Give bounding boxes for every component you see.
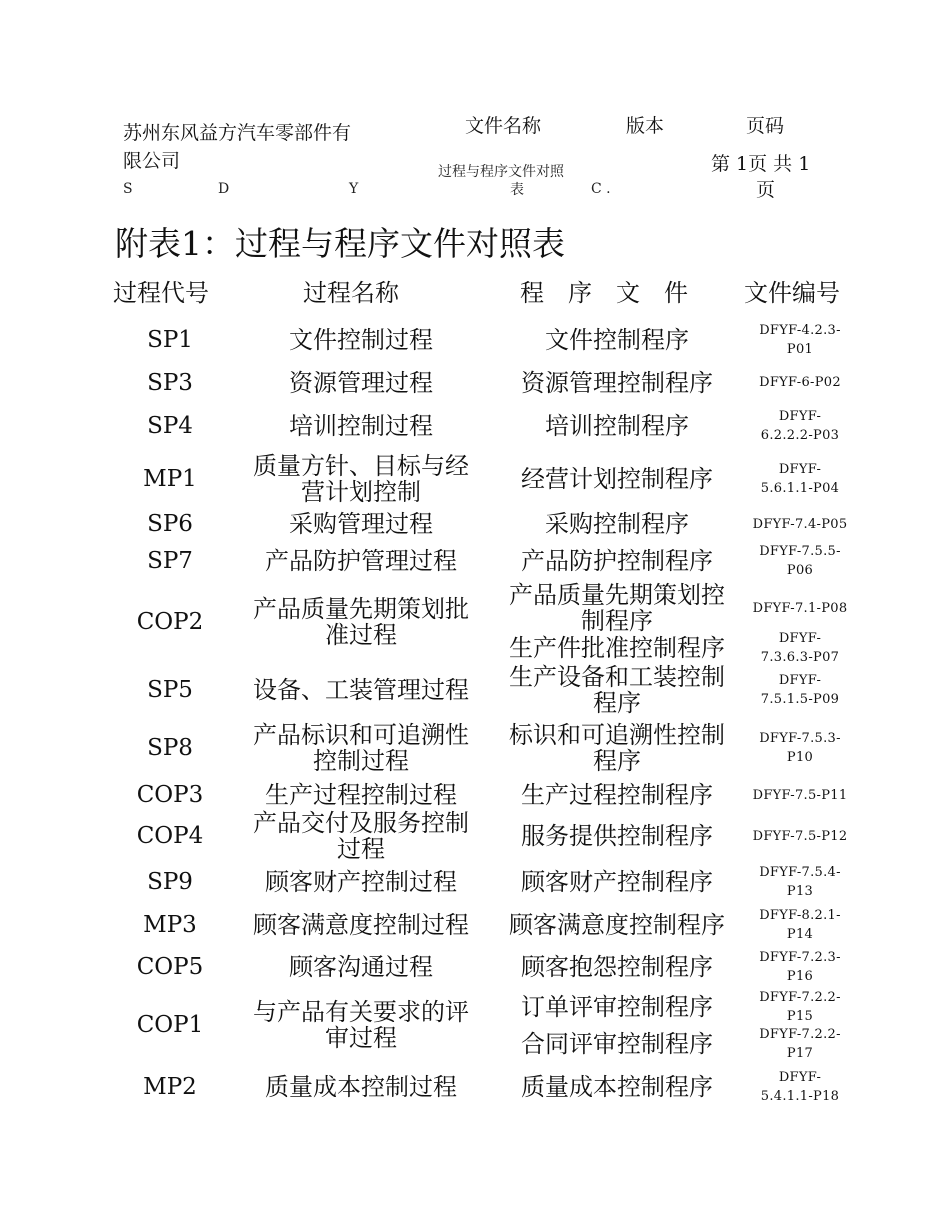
doc-number-cell-line: DFYF-7.2.3- — [759, 950, 841, 965]
page-title: 附表1：过程与程序文件对照表 — [115, 224, 565, 263]
process-name-cell — [230, 363, 492, 402]
procedure-doc-cell-line: 培训控制程序 — [545, 412, 689, 440]
doc-number-cell-line: 7.3.6.3-P07 — [760, 650, 840, 665]
doc-number-cell-line: DFYF- — [778, 462, 822, 477]
process-name-cell-line: 准过程 — [325, 621, 397, 649]
doc-number-cell-line: DFYF-7.4-P05 — [752, 516, 848, 532]
procedure-doc-cell-line: 订单评审控制程序 — [521, 993, 713, 1021]
process-name-cell — [230, 946, 492, 988]
doc-number-cell — [742, 903, 858, 946]
process-name-cell — [230, 402, 492, 450]
procedure-doc-cell — [492, 946, 742, 988]
procedure-doc-cell-line: 程序 — [593, 689, 641, 717]
process-name-cell — [230, 450, 492, 508]
doc-number-cell-line: DFYF-7.5-P11 — [752, 787, 848, 803]
doc-number-cell-line: DFYF-8.2.1- — [759, 907, 841, 923]
process-code-cell-line: SP5 — [147, 677, 193, 703]
doc-number-cell — [742, 363, 858, 402]
process-name-cell — [230, 316, 492, 363]
process-code-cell — [115, 718, 225, 778]
process-name-cell-line: 培训控制过程 — [289, 412, 433, 440]
process-name-cell — [230, 903, 492, 946]
procedure-doc-cell-line: 产品防护控制程序 — [521, 547, 713, 575]
process-code-cell-line: SP6 — [147, 511, 193, 537]
process-name-cell — [230, 778, 492, 812]
file-name-value-line2: 表 — [510, 182, 524, 198]
process-name-cell-line: 产品交付及服务控制 — [253, 809, 469, 837]
process-code-cell — [115, 540, 225, 582]
doc-number-cell-line: P01 — [786, 341, 814, 357]
process-code-cell — [115, 450, 225, 508]
process-code-cell — [115, 1062, 225, 1112]
column-header-doc-number: 文件编号 — [744, 279, 840, 307]
column-header-process-code: 过程代号 — [113, 279, 209, 307]
process-name-cell — [230, 988, 492, 1062]
process-name-cell — [230, 860, 492, 903]
procedure-doc-cell-line: 资源管理控制程序 — [521, 368, 713, 397]
doc-number-cell-line: P06 — [786, 563, 814, 578]
doc-number-cell-line: DFYF-7.1-P08 — [752, 600, 848, 616]
process-name-cell-line: 产品防护管理过程 — [265, 547, 457, 575]
process-code-cell-line: SP1 — [147, 326, 193, 353]
doc-number-cell — [742, 812, 858, 860]
doc-number-cell-line: P14 — [786, 926, 814, 942]
doc-number-cell — [742, 778, 858, 812]
procedure-doc-cell — [492, 988, 742, 1026]
procedure-doc-cell-line: 顾客抱怨控制程序 — [521, 953, 713, 981]
doc-number-cell-line: DFYF- — [778, 1070, 822, 1085]
doc-number-cell — [742, 988, 858, 1026]
process-name-cell — [230, 508, 492, 540]
procedure-doc-cell-line: 生产设备和工装控制 — [509, 663, 725, 691]
process-name-cell — [230, 662, 492, 718]
page-value-line1: 第 1页 共 1 — [711, 153, 811, 175]
procedure-doc-cell-line: 合同评审控制程序 — [521, 1030, 713, 1058]
file-name-label: 文件名称 — [465, 115, 542, 137]
process-name-cell — [230, 540, 492, 582]
process-name-cell-line: 生产过程控制过程 — [265, 781, 457, 809]
company-initial-s: S — [123, 181, 133, 197]
process-code-cell — [115, 582, 225, 662]
process-code-cell — [115, 662, 225, 718]
page-value-line2: 页 — [756, 179, 776, 201]
doc-number-cell-line: DFYF-4.2.3- — [759, 322, 841, 338]
process-code-cell — [115, 903, 225, 946]
procedure-doc-cell — [492, 1062, 742, 1112]
process-name-cell-line: 顾客沟通过程 — [289, 953, 433, 981]
process-name-cell-line: 产品标识和可追溯性 — [253, 721, 469, 749]
procedure-doc-cell — [492, 508, 742, 540]
doc-number-cell — [742, 316, 858, 363]
process-code-cell — [115, 778, 225, 812]
doc-number-cell — [742, 718, 858, 778]
process-code-cell — [115, 363, 225, 402]
version-label: 版本 — [626, 115, 665, 137]
procedure-doc-cell — [492, 662, 742, 718]
doc-number-cell-line: 5.4.1.1-P18 — [760, 1089, 840, 1104]
procedure-doc-cell-line: 程序 — [593, 747, 641, 775]
process-name-cell-line: 质量方针、目标与经 — [253, 452, 469, 480]
doc-number-cell-line: DFYF-6-P02 — [759, 375, 841, 390]
column-header-procedure-doc: 程 序 文 件 — [520, 279, 688, 307]
doc-number-cell-line: P17 — [786, 1046, 814, 1061]
doc-number-cell — [742, 860, 858, 903]
doc-number-cell — [742, 540, 858, 582]
process-name-cell-line: 控制过程 — [313, 747, 409, 775]
process-name-cell-line: 产品质量先期策划批 — [253, 595, 469, 623]
company-initial-y: Y — [349, 181, 359, 197]
procedure-doc-cell-line: 顾客财产控制程序 — [521, 867, 713, 896]
doc-number-cell-line: DFYF-7.5.4- — [759, 864, 841, 880]
process-name-cell-line: 过程 — [337, 835, 385, 863]
doc-number-cell-line: DFYF-7.2.2- — [759, 990, 841, 1005]
process-code-cell-line: COP5 — [136, 954, 204, 980]
process-name-cell-line: 营计划控制 — [301, 478, 421, 506]
doc-number-cell-line: DFYF-7.2.2- — [759, 1027, 841, 1042]
company-name-line1: 苏州东风益方汽车零部件有 — [123, 122, 352, 144]
doc-number-cell — [742, 946, 858, 988]
doc-number-cell-line: 5.6.1.1-P04 — [760, 481, 840, 496]
doc-number-cell-line: DFYF-7.5.5- — [759, 544, 841, 559]
procedure-doc-cell — [492, 450, 742, 508]
procedure-doc-cell — [492, 363, 742, 402]
doc-number-cell-line: P10 — [786, 750, 814, 765]
procedure-doc-cell — [492, 812, 742, 860]
process-code-cell-line: MP2 — [143, 1074, 197, 1100]
process-name-cell-line: 与产品有关要求的评 — [253, 998, 469, 1026]
process-name-cell-line: 顾客财产控制过程 — [265, 867, 457, 896]
procedure-doc-cell — [492, 402, 742, 450]
process-code-cell-line: MP3 — [143, 911, 197, 938]
doc-number-cell-line: P13 — [786, 883, 814, 899]
procedure-doc-cell — [492, 582, 742, 634]
doc-number-cell-line: DFYF- — [778, 673, 822, 688]
process-code-cell — [115, 812, 225, 860]
procedure-doc-cell — [492, 903, 742, 946]
procedure-doc-cell-line: 经营计划控制程序 — [521, 465, 713, 493]
doc-number-cell-line: DFYF-7.5.3- — [759, 731, 841, 746]
doc-number-cell — [742, 662, 858, 718]
process-code-cell-line: COP1 — [136, 1012, 204, 1038]
doc-number-cell — [742, 1062, 858, 1112]
process-name-cell-line: 审过程 — [325, 1024, 397, 1052]
procedure-doc-cell — [492, 860, 742, 903]
doc-number-cell-line: P15 — [786, 1009, 814, 1024]
process-name-cell-line: 资源管理过程 — [289, 368, 433, 397]
process-code-cell-line: MP1 — [143, 466, 197, 492]
process-code-cell — [115, 988, 225, 1062]
procedure-doc-cell-line: 采购控制程序 — [545, 510, 689, 538]
process-name-cell-line: 质量成本控制过程 — [265, 1073, 457, 1101]
procedure-doc-cell-line: 文件控制程序 — [545, 325, 689, 354]
process-code-cell-line: SP8 — [147, 735, 193, 761]
doc-number-cell-line: DFYF- — [778, 409, 822, 424]
process-name-cell-line: 采购管理过程 — [289, 510, 433, 538]
procedure-doc-cell — [492, 634, 742, 662]
doc-number-cell-line: 6.2.2.2-P03 — [760, 428, 840, 443]
process-code-cell-line: SP7 — [147, 548, 193, 574]
process-name-cell — [230, 809, 492, 863]
doc-number-cell-line: P16 — [786, 969, 814, 984]
doc-number-cell — [742, 450, 858, 508]
process-name-cell — [230, 718, 492, 778]
procedure-doc-cell-line: 生产件批准控制程序 — [509, 634, 725, 662]
doc-number-cell — [742, 402, 858, 450]
doc-number-cell — [742, 1026, 858, 1062]
doc-number-cell — [742, 631, 858, 665]
procedure-doc-cell — [492, 540, 742, 582]
column-header-process-name: 过程名称 — [303, 279, 399, 307]
process-name-cell — [230, 582, 492, 662]
doc-number-cell — [742, 582, 858, 634]
company-initial-d: D — [218, 181, 230, 197]
page-label: 页码 — [746, 115, 785, 137]
doc-number-cell — [742, 508, 858, 540]
process-code-cell — [115, 946, 225, 988]
procedure-doc-cell — [492, 316, 742, 363]
process-code-cell — [115, 508, 225, 540]
file-name-extra: C . — [591, 181, 611, 197]
file-name-value-line1: 过程与程序文件对照 — [438, 164, 564, 180]
process-code-cell-line: COP4 — [136, 823, 204, 849]
doc-number-cell-line: DFYF-7.5-P12 — [752, 828, 848, 844]
procedure-doc-cell-line: 顾客满意度控制程序 — [509, 910, 725, 939]
process-name-cell-line: 设备、工装管理过程 — [253, 676, 469, 704]
process-code-cell-line: SP9 — [147, 868, 193, 895]
procedure-doc-cell — [492, 778, 742, 812]
doc-number-cell-line: 7.5.1.5-P09 — [760, 692, 840, 707]
procedure-doc-cell — [492, 718, 742, 778]
procedure-doc-cell-line: 生产过程控制程序 — [521, 781, 713, 809]
process-code-cell-line: SP3 — [147, 369, 193, 396]
procedure-doc-cell-line: 产品质量先期策划控 — [509, 581, 725, 609]
company-name-line2: 限公司 — [123, 150, 181, 172]
procedure-doc-cell — [492, 1026, 742, 1062]
procedure-doc-cell-line: 质量成本控制程序 — [521, 1073, 713, 1101]
procedure-doc-cell-line: 标识和可追溯性控制 — [509, 721, 725, 749]
process-code-cell-line: COP3 — [136, 782, 204, 808]
process-name-cell-line: 文件控制过程 — [289, 325, 433, 354]
process-code-cell — [115, 402, 225, 450]
procedure-doc-cell-line: 服务提供控制程序 — [521, 822, 713, 850]
process-code-cell — [115, 860, 225, 903]
process-name-cell-line: 顾客满意度控制过程 — [253, 910, 469, 939]
process-code-cell — [115, 316, 225, 363]
process-code-cell-line: SP4 — [147, 413, 193, 439]
process-name-cell — [230, 1062, 492, 1112]
process-code-cell-line: COP2 — [136, 609, 204, 635]
procedure-doc-cell-line: 制程序 — [581, 607, 653, 635]
doc-number-cell-line: DFYF- — [778, 631, 822, 646]
